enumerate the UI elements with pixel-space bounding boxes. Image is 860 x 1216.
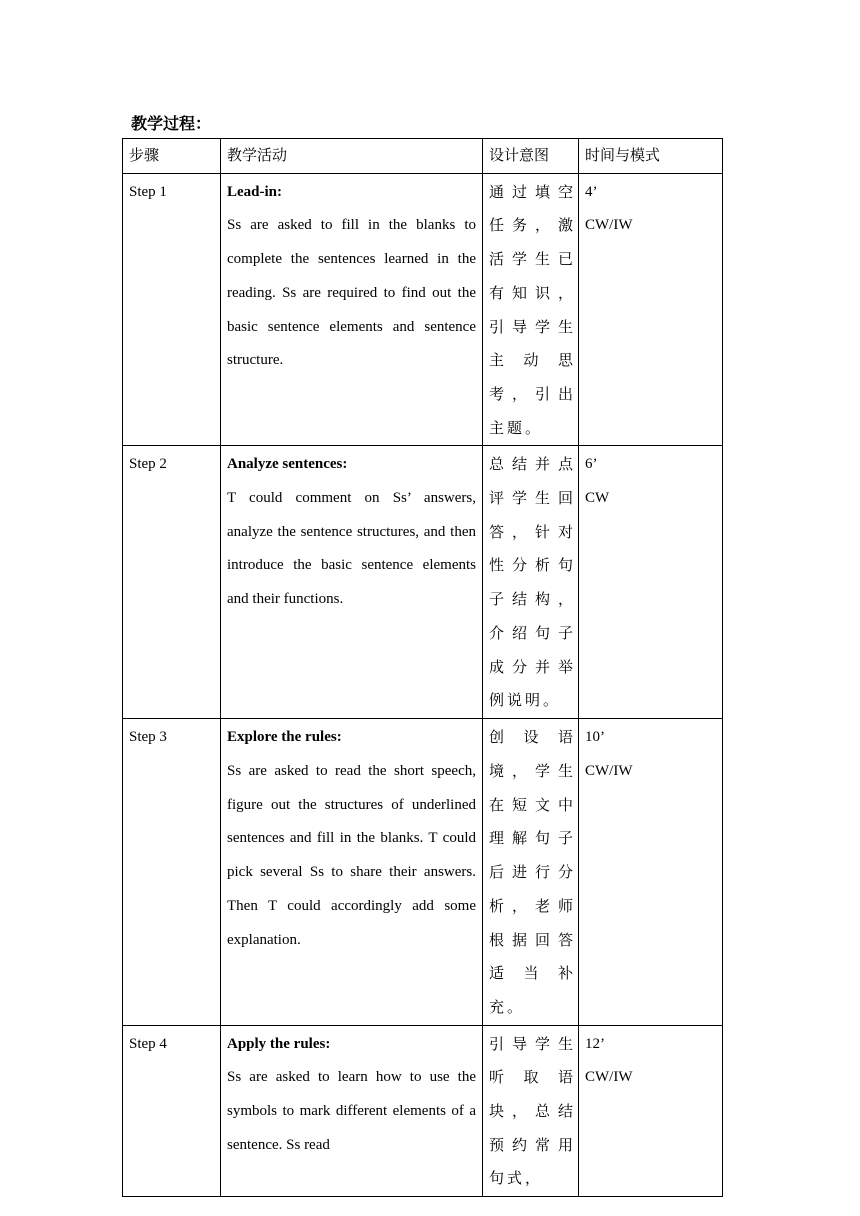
activity-body: T could comment on Ss’ answers, analyze the sentence structures, and then introduce the basic sentence elements and their functions.	[227, 490, 476, 608]
header-step: 步骤	[123, 139, 221, 174]
header-activity: 教学活动	[221, 139, 483, 174]
time-value: 6’	[585, 456, 598, 473]
step-cell: Step 3	[123, 719, 221, 1025]
activity-cell	[221, 446, 483, 719]
intent-cell: 创设语境，学生在短文中理解句子后进行分析，老师根据回答适当补充。	[483, 719, 579, 1025]
activity-body: Ss are asked to fill in the blanks to complete the sentences learned in the reading. Ss are required to find out the basic sentence elements and sentence structure.	[227, 217, 476, 369]
intent-cell: 通过填空任务，激活学生已有知识，引导学生主动思考，引出主题。	[483, 173, 579, 446]
table-row	[123, 719, 723, 1025]
activity-title: Apply the rules:	[227, 1035, 331, 1052]
activity-title: Explore the rules:	[227, 729, 342, 746]
time-value: 4’	[585, 183, 598, 200]
step-cell: Step 2	[123, 446, 221, 719]
header-intent: 设计意图	[483, 139, 579, 174]
activity-cell	[221, 173, 483, 446]
activity-title: Analyze sentences:	[227, 456, 348, 473]
time-value: 10’	[585, 729, 605, 746]
time-cell	[579, 1025, 723, 1197]
mode-value: CW/IW	[585, 763, 633, 780]
teaching-process-table	[122, 138, 723, 1197]
table-row	[123, 1025, 723, 1197]
header-time-mode: 时间与模式	[579, 139, 723, 174]
mode-value: CW/IW	[585, 1069, 633, 1086]
time-cell	[579, 719, 723, 1025]
mode-value: CW	[585, 490, 610, 507]
step-cell: Step 1	[123, 173, 221, 446]
step-cell: Step 4	[123, 1025, 221, 1197]
intent-cell: 引导学生听取语块，总结预约常用句式，	[483, 1025, 579, 1197]
activity-body: Ss are asked to learn how to use the symbols to mark different elements of a sentence. Ss read	[227, 1069, 476, 1153]
time-cell	[579, 173, 723, 446]
activity-cell	[221, 1025, 483, 1197]
activity-body: Ss are asked to read the short speech, figure out the structures of underlined sentences and fill in the blanks. T could pick several Ss to share their answers. Then T could accordingly add some explanation.	[227, 763, 476, 948]
intent-cell: 总结并点评学生回答，针对性分析句子结构，介绍句子成分并举例说明。	[483, 446, 579, 719]
time-value: 12’	[585, 1035, 605, 1052]
section-heading: 教学过程：	[131, 114, 212, 133]
table-row	[123, 446, 723, 719]
table-row	[123, 173, 723, 446]
time-cell	[579, 446, 723, 719]
activity-cell	[221, 719, 483, 1025]
activity-title: Lead-in:	[227, 183, 283, 200]
mode-value: CW/IW	[585, 217, 633, 234]
table-header-row	[123, 139, 723, 174]
